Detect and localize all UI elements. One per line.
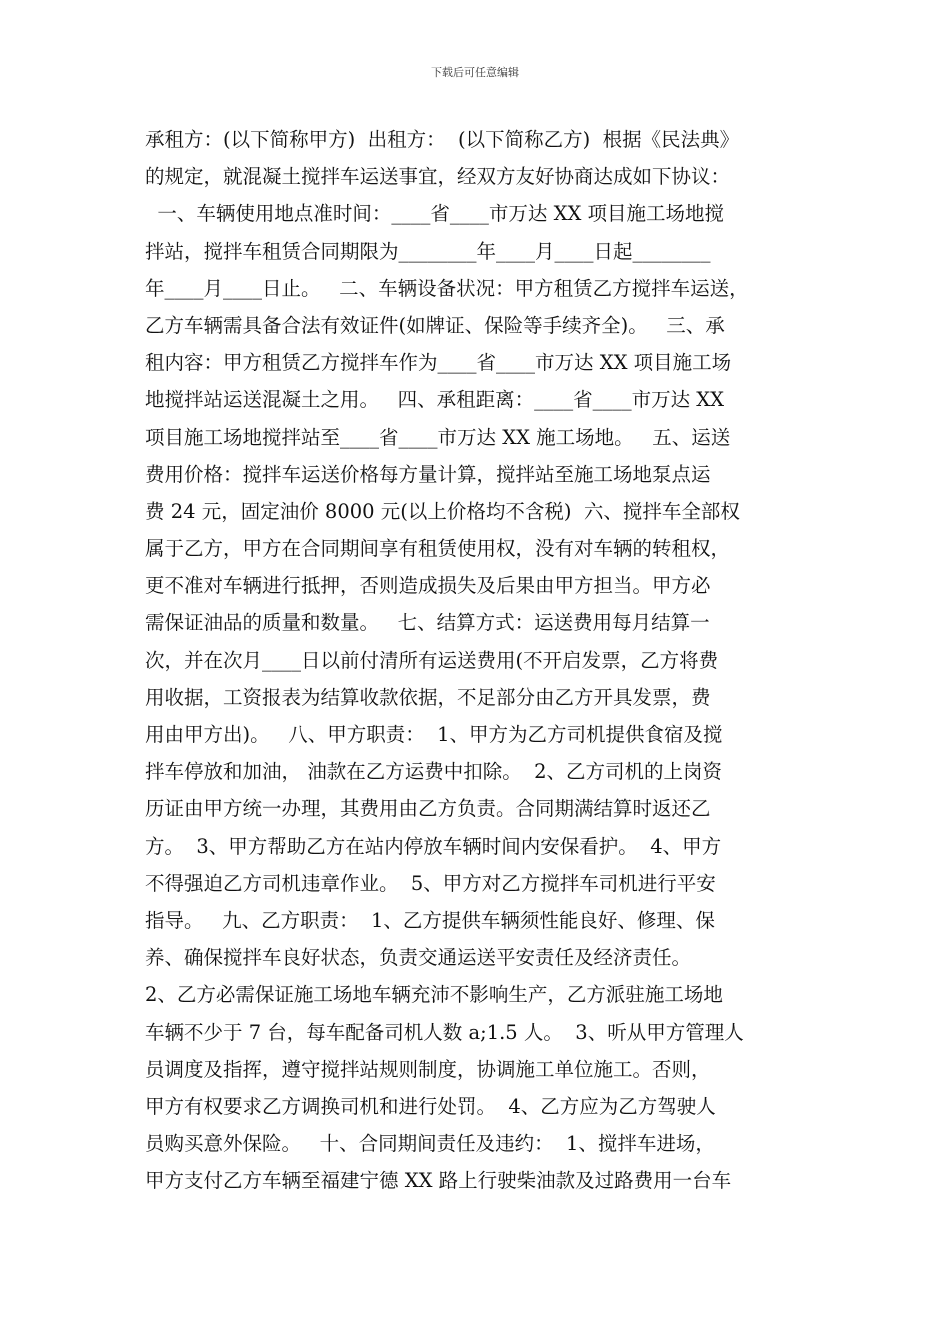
contract-body (145, 121, 815, 1199)
text-line: 指导。 九、乙方职责： 1、乙方提供车辆须性能良好、修理、保 (145, 908, 715, 932)
text-line: 2、乙方必需保证施工场地车辆充沛不影响生产，乙方派驻施工场地 (145, 983, 723, 1007)
text-line: 费用价格：搅拌车运送价格每方量计算，搅拌站至施工场地泵点运 (145, 462, 711, 486)
text-line: 拌站，搅拌车租赁合同期限为________年____月____日起________ (145, 239, 711, 263)
text-line: 员购买意外保险。 十、合同期间责任及违约： 1、搅拌车进场， (145, 1132, 715, 1156)
text-line: 用由甲方出)。 八、甲方职责： 1、甲方为乙方司机提供食宿及搅 (145, 723, 723, 746)
text-line: 历证由甲方统一办理，其费用由乙方负责。合同期满结算时返还乙 (145, 797, 711, 821)
text-line: 甲方支付乙方车辆至福建宁德 XX 路上行驶柴油款及过路费用一台车 (145, 1169, 732, 1193)
text-line: 更不准对车辆进行抵押，否则造成损失及后果由甲方担当。甲方必 (145, 574, 711, 598)
text-line: 车辆不少于 7 台，每车配备司机人数 a;1.5 人。 3、听从甲方管理人 (145, 1020, 744, 1044)
text-line: 乙方车辆需具备合法有效证件(如牌证、保险等手续齐全)。 三、承 (145, 313, 725, 337)
text-line: 拌车停放和加油， 油款在乙方运费中扣除。 2、乙方司机的上岗资 (145, 760, 723, 784)
text-line: 承租方：(以下简称甲方) 出租方： (以下简称乙方) 根据《民法典》 (145, 128, 740, 151)
text-line: 地搅拌站运送混凝土之用。 四、承租距离：____省____市万达 XX (145, 388, 725, 412)
text-line: 甲方有权要求乙方调换司机和进行处罚。 4、乙方应为乙方驾驶人 (145, 1094, 716, 1118)
text-line: 一、车辆使用地点准时间：____省____市万达 XX 项目施工场地搅 (145, 202, 725, 226)
text-line: 不得强迫乙方司机违章作业。 5、甲方对乙方搅拌车司机进行平安 (145, 871, 716, 895)
text-line: 属于乙方，甲方在合同期间享有租赁使用权，没有对车辆的转租权， (145, 537, 731, 561)
text-line: 费 24 元，固定油价 8000 元(以上价格均不含税) 六、搅拌车全部权 (145, 499, 740, 523)
text-line: 养、确保搅拌车良好状态，负责交通运送平安责任及经济责任。 (145, 946, 692, 970)
text-line: 员调度及指挥，遵守搅拌站规则制度，协调施工单位施工。否则， (145, 1057, 711, 1081)
text-line: 需保证油品的质量和数量。 七、结算方式：运送费用每月结算一 (145, 611, 710, 635)
page-header: 下载后可任意编辑 (431, 66, 519, 79)
text-line: 年____月____日止。 二、车辆设备状况：甲方租赁乙方搅拌车运送， (145, 276, 749, 300)
text-line: 租内容：甲方租赁乙方搅拌车作为____省____市万达 XX 项目施工场 (145, 351, 732, 375)
text-line: 次，并在次月____日以前付清所有运送费用(不开启发票，乙方将费 (145, 648, 719, 672)
text-line: 的规定，就混凝土搅拌车运送事宜，经双方友好协商达成如下协议： (145, 165, 731, 189)
text-line: 方。 3、甲方帮助乙方在站内停放车辆时间内安保看护。 4、甲方 (145, 834, 722, 858)
text-line: 项目施工场地搅拌站至____省____市万达 XX 施工场地。 五、运送 (145, 425, 731, 449)
text-line: 用收据，工资报表为结算收款依据，不足部分由乙方开具发票，费 (145, 685, 711, 709)
